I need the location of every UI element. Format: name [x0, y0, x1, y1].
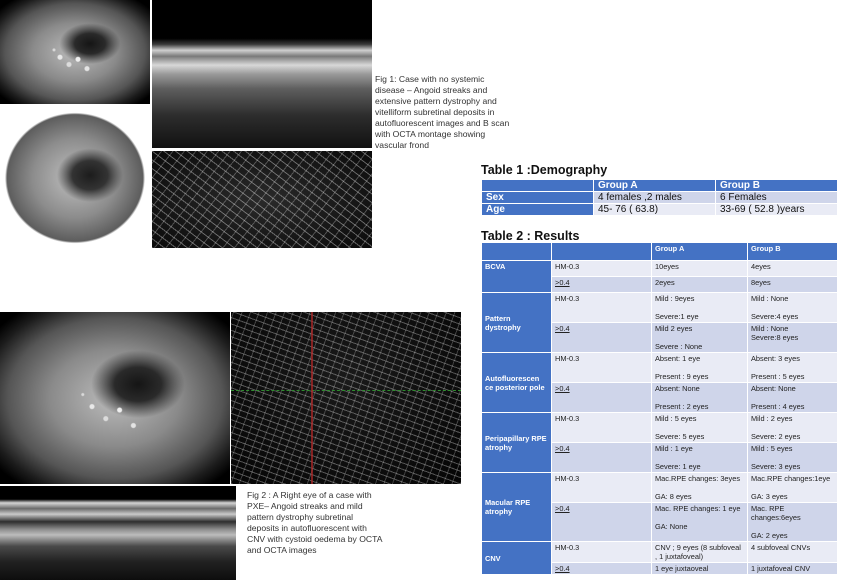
- table2-cell: Absent: None Present : 2 eyes: [652, 383, 748, 413]
- table2-row-label: BCVA: [482, 261, 552, 293]
- table2-cell: Mac.RPE changes: 3eyes GA: 8 eyes: [652, 473, 748, 503]
- fig2-octa-image: [231, 312, 461, 484]
- fig1-bscan-oct: [152, 0, 372, 148]
- table2-cell: Absent: 3 eyes Present : 5 eyes: [748, 353, 838, 383]
- table1-cell: 45- 76 ( 63.8): [594, 204, 716, 216]
- table2-acuity: HM-0.3: [552, 353, 652, 383]
- table1-header-empty: [482, 180, 594, 192]
- table-row: [482, 473, 838, 503]
- octa-horizontal-marker: [231, 390, 461, 391]
- table2-cell: Mild : 5 eyes Severe: 5 eyes: [652, 413, 748, 443]
- table2-cell: Mild : 5 eyes Severe: 3 eyes: [748, 443, 838, 473]
- table2-header-empty: [552, 243, 652, 261]
- table2-acuity: >0.4: [552, 277, 652, 293]
- table2-row-label: Pattern dystrophy: [482, 293, 552, 353]
- table2-cell: CNV ; 9 eyes (8 subfoveal , 1 juxtafoveal): [652, 542, 748, 563]
- table1-cell: 6 Females: [716, 192, 838, 204]
- fig1-octa-montage: [152, 151, 372, 248]
- table-row: [482, 293, 838, 323]
- table-row: [482, 542, 838, 563]
- table2-cell: Absent: None Present : 4 eyes: [748, 383, 838, 413]
- table2-cell: Mild 2 eyes Severe : None: [652, 323, 748, 353]
- table2-acuity: HM-0.3: [552, 413, 652, 443]
- table1-cell: 4 females ,2 males: [594, 192, 716, 204]
- table2-cell: 8eyes: [748, 277, 838, 293]
- table2-cell: 10eyes: [652, 261, 748, 277]
- table2-cell: 1 juxtafoveal CNV: [748, 563, 838, 575]
- table2-acuity: >0.4: [552, 563, 652, 575]
- table2-cell: Mild : 9eyes Severe:1 eye: [652, 293, 748, 323]
- fig1-fundus-montage: [0, 108, 150, 248]
- table2-header-group-b: Group B: [748, 243, 838, 261]
- octa-vertical-marker: [311, 312, 313, 484]
- table2-cell: Mild : None Severe:8 eyes: [748, 323, 838, 353]
- table2-acuity: HM-0.3: [552, 261, 652, 277]
- table1-cell: 33-69 ( 52.8 )years: [716, 204, 838, 216]
- table2-cell: Mac. RPE changes: 1 eye GA: None: [652, 503, 748, 542]
- table2-cell: 4eyes: [748, 261, 838, 277]
- table2-cell: Mild : None Severe:4 eyes: [748, 293, 838, 323]
- table2-acuity: >0.4: [552, 503, 652, 542]
- table2-cell: Mild : 1 eye Severe: 1 eye: [652, 443, 748, 473]
- table2-row-label: Autofluorescen ce posterior pole: [482, 353, 552, 413]
- table2-cell: Absent: 1 eye Present : 9 eyes: [652, 353, 748, 383]
- table1-header-row: [482, 180, 838, 192]
- table-row: [482, 192, 838, 204]
- table1-header-group-a: Group A: [594, 180, 716, 192]
- table2-acuity: >0.4: [552, 383, 652, 413]
- table1-header-group-b: Group B: [716, 180, 838, 192]
- table2-acuity: HM-0.3: [552, 293, 652, 323]
- fig2-fundus-autofluorescence: [0, 312, 230, 484]
- table2-cell: Mac. RPE changes:6eyes GA: 2 eyes: [748, 503, 838, 542]
- table2-row-label: CNV: [482, 542, 552, 575]
- fig1-caption: Fig 1: Case with no systemic disease – Angoid streaks and extensive pattern dystrophy and vitelliform subretinal deposits in autofluorescent images and B scan with OCTA montage showing vascular frond: [375, 74, 510, 150]
- table-row: [482, 204, 838, 216]
- table1-row-label: Age: [482, 204, 594, 216]
- table2-row-label: Peripapillary RPE atrophy: [482, 413, 552, 473]
- table2-header-row: [482, 243, 838, 261]
- table2-acuity: >0.4: [552, 443, 652, 473]
- table2-cell: 4 subfoveal CNVs: [748, 542, 838, 563]
- table2-header-group-a: Group A: [652, 243, 748, 261]
- fig2-caption: Fig 2 : A Right eye of a case with PXE– Angoid streaks and mild pattern dystrophy subretinal deposits in autofluorescent with CNV with cystoid oedema by OCTA and OCTA images: [247, 490, 383, 555]
- table2-cell: Mac.RPE changes:1eye GA: 3 eyes: [748, 473, 838, 503]
- table1-demography: [481, 179, 838, 216]
- table2-cell: 2eyes: [652, 277, 748, 293]
- fig1-fundus-autofluorescence: [0, 0, 150, 104]
- table2-acuity: HM-0.3: [552, 542, 652, 563]
- table-row: [482, 353, 838, 383]
- table2-header-empty: [482, 243, 552, 261]
- table1-row-label: Sex: [482, 192, 594, 204]
- table2-results: [481, 242, 838, 575]
- fig2-bscan-oct: [0, 486, 236, 580]
- table2-cell: Mild : 2 eyes Severe: 2 eyes: [748, 413, 838, 443]
- table1-title: Table 1 :Demography: [481, 163, 608, 177]
- table2-acuity: >0.4: [552, 323, 652, 353]
- table2-acuity: HM-0.3: [552, 473, 652, 503]
- table2-title: Table 2 : Results: [481, 229, 580, 243]
- table2-cell: 1 eye juxtaoveal: [652, 563, 748, 575]
- table-row: [482, 413, 838, 443]
- table-row: [482, 261, 838, 277]
- table2-row-label: Macular RPE atrophy: [482, 473, 552, 542]
